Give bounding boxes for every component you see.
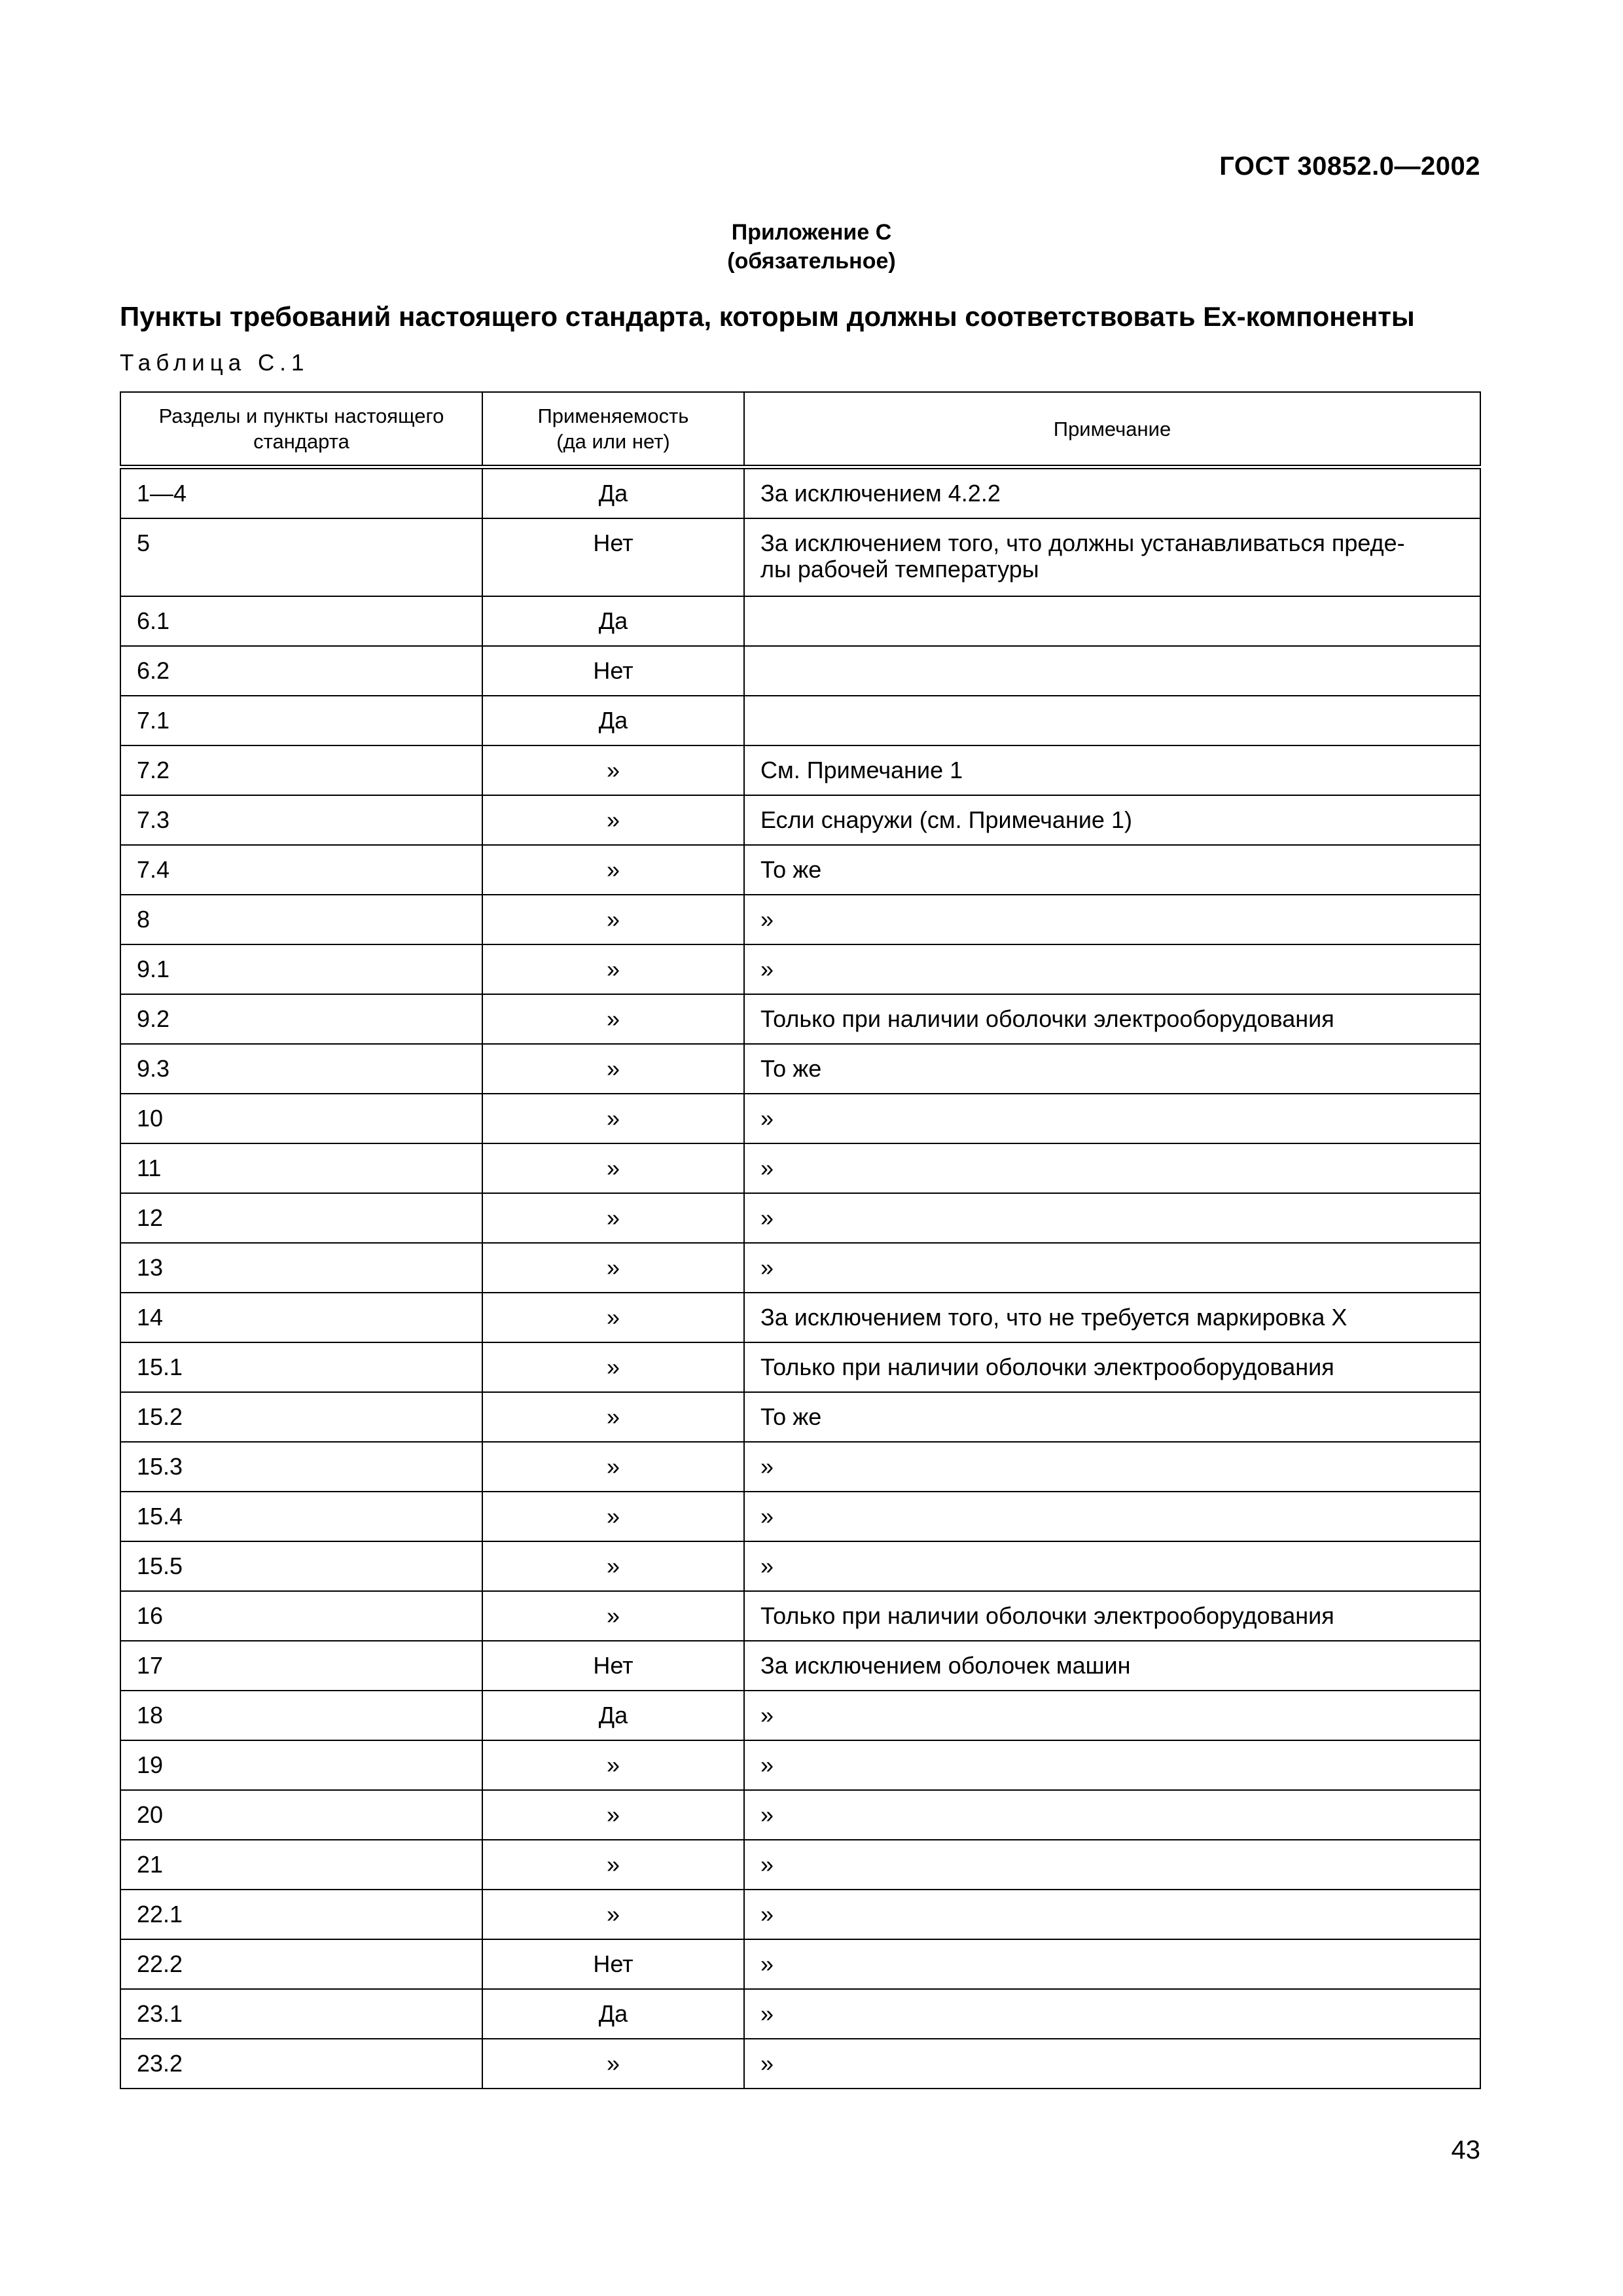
table-row [120,1989,1480,2039]
row-note-line1: » [760,1503,774,1530]
row-applicability: » [482,1193,744,1243]
row-note [744,1342,1480,1392]
row-section: 9.1 [120,944,482,994]
row-applicability: Нет [482,646,744,696]
row-note [744,795,1480,845]
row-section: 15.3 [120,1442,482,1492]
row-section: 7.4 [120,845,482,895]
row-note [744,1143,1480,1193]
row-note [744,1939,1480,1989]
row-section: 21 [120,1840,482,1890]
main-title: Пункты требований настоящего стандарта, которым должны соответствовать Ех-компоненты [120,301,1415,332]
row-applicability: » [482,1392,744,1442]
row-note-line1: » [760,956,774,982]
row-applicability: Нет [482,1939,744,1989]
page-number: 43 [1451,2136,1480,2164]
row-applicability: » [482,1442,744,1492]
row-note-line1: За исключением 4.2.2 [760,480,1001,507]
row-note [744,596,1480,646]
row-section: 7.1 [120,696,482,745]
row-note-line1: Если снаружи (см. Примечание 1) [760,806,1132,833]
appendix-subtitle: (обязательное) [727,249,896,274]
row-note [744,1492,1480,1541]
row-section: 7.3 [120,795,482,845]
table-row [120,1293,1480,1342]
table-caption: Таблица С.1 [120,350,310,376]
row-applicability: Да [482,696,744,745]
table-row [120,1044,1480,1094]
row-note [744,1392,1480,1442]
row-note-line1: » [760,2050,774,2077]
row-note-line1: » [760,1901,774,1928]
row-section: 15.2 [120,1392,482,1442]
row-section: 16 [120,1591,482,1641]
row-note [744,1691,1480,1740]
requirements-table [120,391,1481,2089]
row-note [744,1243,1480,1293]
row-section: 10 [120,1094,482,1143]
header-applicability [482,392,744,467]
table-row [120,1541,1480,1591]
table-row [120,1790,1480,1840]
row-note [744,1044,1480,1094]
row-section: 9.2 [120,994,482,1044]
table-row [120,696,1480,745]
row-applicability: Нет [482,518,744,596]
table-row [120,596,1480,646]
row-note-line1: » [760,1254,774,1281]
row-applicability: » [482,1243,744,1293]
row-applicability: » [482,2039,744,2089]
table-row [120,1392,1480,1442]
row-applicability: Нет [482,1641,744,1691]
header-sections [120,392,482,467]
row-section: 15.5 [120,1541,482,1591]
row-section: 22.2 [120,1939,482,1989]
table-row [120,1890,1480,1939]
table-row [120,1591,1480,1641]
row-note-line1: » [760,1105,774,1132]
row-section: 6.2 [120,646,482,696]
row-section: 15.4 [120,1492,482,1541]
table-row [120,646,1480,696]
header-applicability-line1: Применяемость [537,404,689,427]
row-section: 6.1 [120,596,482,646]
row-note-line1: Только при наличии оболочки электрооборудования [760,1005,1334,1032]
row-applicability: » [482,1094,744,1143]
appendix-heading [0,218,1623,276]
row-applicability: » [482,1890,744,1939]
row-note-line1: То же [760,1055,822,1082]
row-section: 5 [120,518,482,596]
header-note [744,392,1480,467]
row-section: 11 [120,1143,482,1193]
row-applicability: Да [482,596,744,646]
row-applicability: » [482,795,744,845]
row-applicability: » [482,1740,744,1790]
row-section: 23.1 [120,1989,482,2039]
row-section: 12 [120,1193,482,1243]
appendix-title: Приложение С [731,220,892,245]
row-note-line1: За исключением того, что не требуется маркировка X [760,1304,1347,1331]
row-note-line1: Только при наличии оболочки электрооборудования [760,1354,1334,1380]
table-row [120,1492,1480,1541]
row-applicability: » [482,895,744,944]
row-applicability: » [482,1293,744,1342]
row-section: 8 [120,895,482,944]
table-row [120,1442,1480,1492]
row-applicability: Да [482,1691,744,1740]
row-note-line1: То же [760,1403,822,1430]
row-note [744,944,1480,994]
row-note-line1: » [760,1751,774,1778]
row-note [744,2039,1480,2089]
header-applicability-line2: (да или нет) [556,430,670,453]
row-section: 18 [120,1691,482,1740]
table-row [120,1840,1480,1890]
row-applicability: » [482,1342,744,1392]
row-applicability: » [482,845,744,895]
row-note [744,1541,1480,1591]
table-row [120,518,1480,596]
row-note-line1: » [760,906,774,933]
row-section: 14 [120,1293,482,1342]
row-note [744,745,1480,795]
row-applicability: » [482,1591,744,1641]
row-section: 22.1 [120,1890,482,1939]
row-note [744,994,1480,1044]
table-row [120,2039,1480,2089]
row-note-line1: » [760,1950,774,1977]
row-applicability: Да [482,1989,744,2039]
row-note [744,518,1480,596]
row-note [744,1094,1480,1143]
row-note [744,1193,1480,1243]
row-applicability: » [482,1143,744,1193]
row-applicability: » [482,994,744,1044]
row-note [744,467,1480,519]
row-note [744,1641,1480,1691]
row-note-line1: » [760,1801,774,1828]
table-row [120,944,1480,994]
row-note-line1: Только при наличии оболочки электрооборудования [760,1602,1334,1629]
row-note-line1: » [760,1702,774,1729]
row-applicability: » [482,1541,744,1591]
header-sections-line1: Разделы и пункты настоящего [158,404,444,427]
table-row [120,845,1480,895]
row-note [744,895,1480,944]
row-note [744,1890,1480,1939]
row-note-line1: См. Примечание 1 [760,757,963,783]
row-note [744,1740,1480,1790]
row-note-line2: лы рабочей температуры [760,556,1039,583]
row-applicability: » [482,1492,744,1541]
row-section: 15.1 [120,1342,482,1392]
row-note-line1: То же [760,856,822,883]
row-note-line1: » [760,1204,774,1231]
table-row [120,467,1480,519]
table-row [120,1939,1480,1989]
row-note [744,1790,1480,1840]
row-applicability: » [482,745,744,795]
row-note [744,1840,1480,1890]
row-section: 19 [120,1740,482,1790]
row-section: 20 [120,1790,482,1840]
table-row [120,1193,1480,1243]
row-note-line1: За исключением того, что должны устанавливаться преде- [760,529,1405,556]
row-note [744,1989,1480,2039]
table-header-row [120,392,1480,467]
row-note [744,646,1480,696]
table-row [120,994,1480,1044]
row-applicability: Да [482,467,744,519]
row-section: 13 [120,1243,482,1293]
row-section: 23.2 [120,2039,482,2089]
row-section: 1—4 [120,467,482,519]
table-row [120,1143,1480,1193]
row-note-line1: » [760,1552,774,1579]
header-sections-line2: стандарта [253,430,349,453]
row-applicability: » [482,1790,744,1840]
row-note-line1: » [760,1851,774,1878]
row-note-line1: » [760,2000,774,2027]
row-note-line1: За исключением оболочек машин [760,1652,1131,1679]
row-note [744,845,1480,895]
table-row [120,1342,1480,1392]
table-body [120,467,1480,2089]
row-note [744,1591,1480,1641]
row-note-line1: » [760,1453,774,1480]
requirements-table-wrapper [120,391,1480,2089]
row-applicability: » [482,944,744,994]
row-section: 9.3 [120,1044,482,1094]
row-section: 7.2 [120,745,482,795]
row-note [744,1293,1480,1342]
row-note [744,1442,1480,1492]
row-applicability: » [482,1840,744,1890]
table-row [120,1094,1480,1143]
table-row [120,745,1480,795]
row-note-line1: » [760,1155,774,1181]
table-row [120,1641,1480,1691]
table-row [120,1691,1480,1740]
standard-code: ГОСТ 30852.0—2002 [1219,152,1480,181]
table-row [120,1243,1480,1293]
row-note [744,696,1480,745]
row-applicability: » [482,1044,744,1094]
table-row [120,1740,1480,1790]
header-note-line1: Примечание [1053,417,1171,440]
row-section: 17 [120,1641,482,1691]
table-row [120,895,1480,944]
table-row [120,795,1480,845]
